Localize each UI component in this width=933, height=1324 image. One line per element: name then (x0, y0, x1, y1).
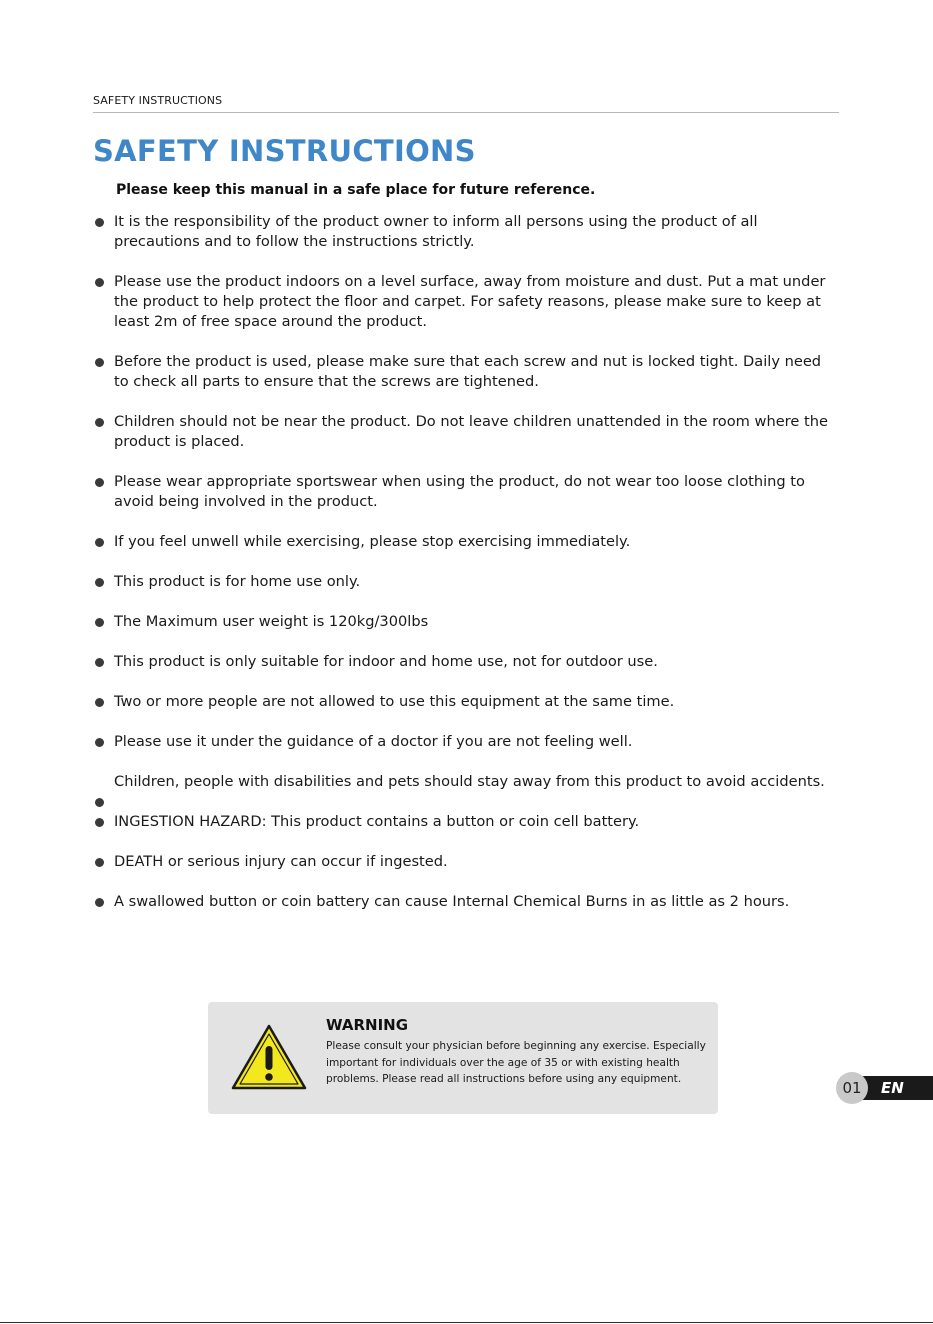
bullet-dot-icon (95, 738, 104, 747)
bullet-text: Children, people with disabilities and pets should stay away from this product to avoid accidents. (114, 773, 825, 790)
safety-bullet-item (92, 892, 837, 912)
warning-box (208, 1002, 718, 1114)
safety-bullet-item (92, 732, 837, 752)
safety-bullet-item (92, 352, 837, 392)
safety-bullet-item (92, 692, 837, 712)
bullet-text: Please use the product indoors on a level surface, away from moisture and dust. Put a mat under the product to help protect the floor and carpet. For safety reasons, please make sure to keep at least 2m of free space around the product. (114, 273, 826, 330)
bullet-text: This product is only suitable for indoor and home use, not for outdoor use. (114, 653, 658, 670)
safety-bullet-item (92, 272, 837, 332)
bullet-dot-icon (95, 858, 104, 867)
bullet-dot-icon (95, 818, 104, 827)
bullet-text: Two or more people are not allowed to use this equipment at the same time. (114, 693, 675, 710)
bullet-dot-icon (95, 578, 104, 587)
bullet-dot-icon (95, 418, 104, 427)
bullet-text: Before the product is used, please make sure that each screw and nut is locked tight. Daily need to check all parts to ensure that the screws are tightened. (114, 353, 822, 390)
bullet-text: It is the responsibility of the product owner to inform all persons using the product of all precautions and to follow the instructions strictly. (114, 213, 758, 250)
safety-bullet-list (92, 212, 837, 932)
bullet-dot-icon (95, 798, 104, 807)
safety-bullet-item (92, 412, 837, 452)
language-tab: EN (852, 1076, 933, 1100)
bullet-text: DEATH or serious injury can occur if ingested. (114, 853, 448, 870)
safety-bullet-item (92, 472, 837, 512)
safety-bullet-item (92, 212, 837, 252)
warning-text: Please consult your physician before beginning any exercise. Especially important for individuals over the age of 35 or with existing health problems. Please read all instructions before using any equipment. (326, 1040, 706, 1085)
bullet-dot-icon (95, 478, 104, 487)
header-divider (93, 112, 839, 113)
bullet-text: This product is for home use only. (114, 573, 361, 590)
safety-bullet-item (92, 812, 837, 832)
bullet-text: Children should not be near the product. Do not leave children unattended in the room where the product is placed. (114, 413, 828, 450)
bullet-text: The Maximum user weight is 120kg/300lbs (114, 613, 429, 630)
bullet-dot-icon (95, 898, 104, 907)
bullet-dot-icon (95, 698, 104, 707)
safety-bullet-item (92, 852, 837, 872)
page-number-badge: 01 (836, 1072, 868, 1104)
bullet-dot-icon (95, 278, 104, 287)
bullet-text: Please wear appropriate sportswear when using the product, do not wear too loose clothing to avoid being involved in the product. (114, 473, 805, 510)
safety-bullet-item (92, 572, 837, 592)
warning-triangle-icon (230, 1022, 308, 1092)
page-subtitle: Please keep this manual in a safe place for future reference. (116, 182, 596, 198)
bullet-dot-icon (95, 358, 104, 367)
bullet-dot-icon (95, 618, 104, 627)
bullet-dot-icon (95, 538, 104, 547)
safety-bullet-item (92, 532, 837, 552)
running-header: SAFETY INSTRUCTIONS (93, 94, 223, 107)
safety-bullet-item (92, 612, 837, 632)
safety-bullet-item (92, 652, 837, 672)
bullet-text: If you feel unwell while exercising, please stop exercising immediately. (114, 533, 631, 550)
bullet-text: INGESTION HAZARD: This product contains a button or coin cell battery. (114, 813, 640, 830)
safety-bullet-item (92, 772, 837, 792)
bullet-dot-icon (95, 218, 104, 227)
bullet-text: Please use it under the guidance of a doctor if you are not feeling well. (114, 733, 633, 750)
page-title: SAFETY INSTRUCTIONS (93, 134, 476, 168)
page-bottom-edge (0, 1322, 933, 1323)
warning-title: WARNING (326, 1016, 409, 1034)
bullet-dot-icon (95, 658, 104, 667)
bullet-text: A swallowed button or coin battery can cause Internal Chemical Burns in as little as 2 hours. (114, 893, 790, 910)
